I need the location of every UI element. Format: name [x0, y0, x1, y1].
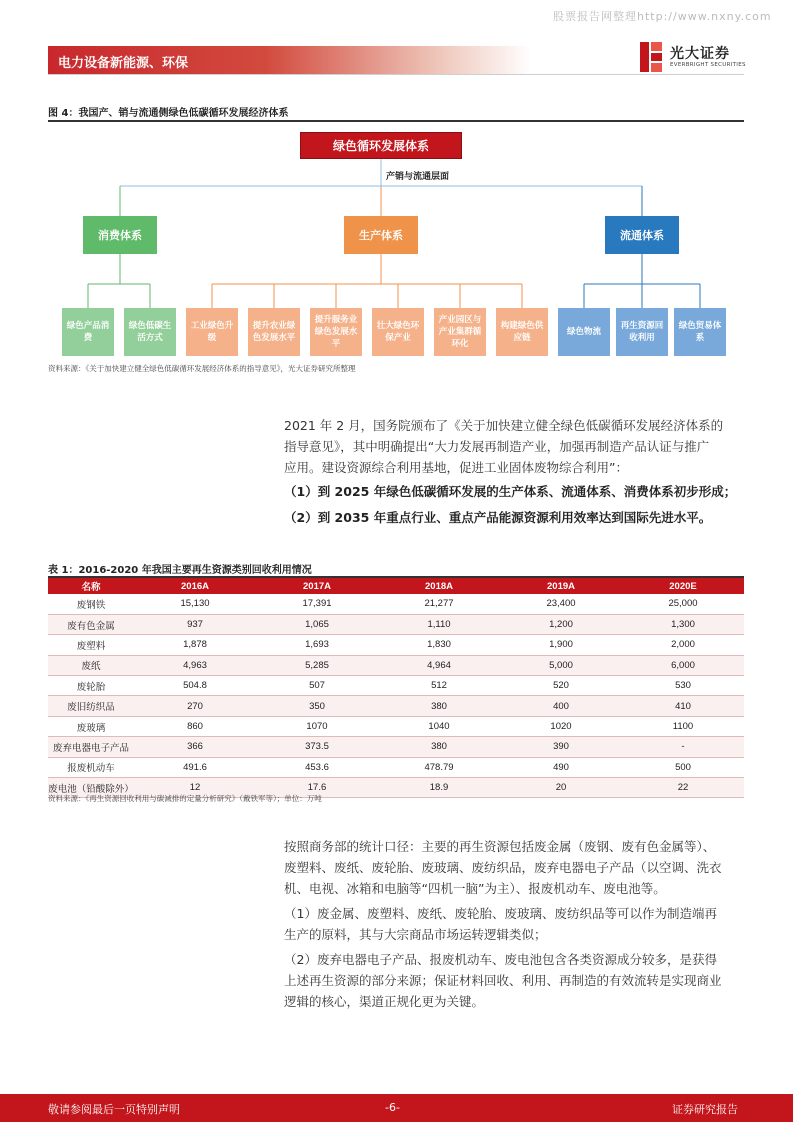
table-title: 表 1：2016-2020 年我国主要再生资源类别回收利用情况	[48, 565, 312, 576]
paragraph-line: 机、电视、冰箱和电脑等“四机一脑”为主）、报废机动车、废电池等。	[284, 881, 666, 896]
table-row	[48, 696, 744, 716]
leaf-node: 壮大绿色环保产业	[372, 308, 424, 356]
table-header: 2020E	[622, 578, 744, 594]
paragraph-line: 应用。建设资源综合利用基地，促进工业固体废物综合利用”：	[284, 460, 628, 475]
table-header: 2019A	[500, 578, 622, 594]
figure-title: 图 4：我国产、销与流通侧绿色低碳循环发展经济体系	[48, 108, 289, 119]
paragraph-line: 废塑料、废纸、废轮胎、废玻璃、废纺织品，废弃电器电子产品（以空调、洗衣	[284, 860, 722, 875]
table-cell-value: 366	[134, 737, 256, 757]
leaf-node: 绿色产品消费	[62, 308, 114, 356]
table-cell-name: 废塑料	[48, 635, 134, 655]
table-row	[48, 655, 744, 675]
table-cell-value: 860	[134, 716, 256, 736]
leaf-node: 再生资源回收利用	[616, 308, 668, 356]
paragraph-line: 指导意见》，其中明确提出“大力发展再制造产业，加强再制造产品认证与推广	[284, 439, 710, 454]
table-cell-value: 507	[256, 676, 378, 696]
table-cell-value: 22	[622, 778, 744, 798]
table-row	[48, 716, 744, 736]
table-cell-value: 453.6	[256, 757, 378, 777]
table-row	[48, 614, 744, 634]
table-cell-value: 380	[378, 696, 500, 716]
bold-point: （1）到 2025 年绿色低碳循环发展的生产体系、流通体系、消费体系初步形成；	[284, 484, 737, 499]
table-cell-value: 25,000	[622, 594, 744, 614]
table-cell-name: 废纸	[48, 655, 134, 675]
table-cell-value: 500	[622, 757, 744, 777]
section-title: 电力设备新能源、环保	[58, 56, 189, 71]
table-cell-value: 490	[500, 757, 622, 777]
table-header: 2016A	[134, 578, 256, 594]
table-source: 资料来源：《再生资源回收利用与碳减排的定量分析研究》（戴铁军等）；单位：万吨	[48, 794, 322, 803]
paragraph-line: 逻辑的核心，渠道正规化更为关键。	[284, 994, 485, 1009]
leaf-node: 构建绿色供应链	[496, 308, 548, 356]
leaf-node: 绿色物流	[558, 308, 610, 356]
table-cell-value: 512	[378, 676, 500, 696]
bold-point: （2）到 2035 年重点行业、重点产品能源资源利用效率达到国际先进水平。	[284, 510, 712, 525]
table-cell-value: 1100	[622, 716, 744, 736]
table-cell-value: 390	[500, 737, 622, 757]
flow-diagram	[48, 122, 744, 362]
table-cell-name: 废弃电器电子产品	[48, 737, 134, 757]
table-cell-name: 废旧纺织品	[48, 696, 134, 716]
group-production: 生产体系	[344, 216, 418, 254]
table-cell-value: -	[622, 737, 744, 757]
table-row	[48, 635, 744, 655]
table-cell-value: 380	[378, 737, 500, 757]
table-header: 2017A	[256, 578, 378, 594]
table-cell-name: 废玻璃	[48, 716, 134, 736]
leaf-node: 产业园区与产业集群循环化	[434, 308, 486, 356]
paragraph-line: （1）废金属、废塑料、废纸、废轮胎、废玻璃、废纺织品等可以作为制造端再	[284, 906, 717, 921]
table-row	[48, 676, 744, 696]
table-header: 2018A	[378, 578, 500, 594]
table-cell-value: 1,065	[256, 614, 378, 634]
table-cell-name: 废钢铁	[48, 594, 134, 614]
leaf-node: 提升农业绿色发展水平	[248, 308, 300, 356]
table-cell-value: 400	[500, 696, 622, 716]
table-cell-value: 530	[622, 676, 744, 696]
table-cell-value: 1,830	[378, 635, 500, 655]
paragraph-line: （2）废弃电器电子产品、报废机动车、废电池包含各类资源成分较多，是获得	[284, 952, 717, 967]
table-cell-name: 报废机动车	[48, 757, 134, 777]
table-cell-value: 478.79	[378, 757, 500, 777]
page-number: -6-	[385, 1101, 400, 1114]
paragraph-line: 生产的原料，其与大宗商品市场运转逻辑类似；	[284, 927, 547, 942]
leaf-node: 绿色贸易体系	[674, 308, 726, 356]
table-cell-value: 1,693	[256, 635, 378, 655]
table-cell-value: 1,110	[378, 614, 500, 634]
table-cell-value: 6,000	[622, 655, 744, 675]
root-node: 绿色循环发展体系	[300, 132, 462, 159]
watermark: 股票报告网整理http://www.nxny.com	[553, 10, 772, 23]
table-cell-value: 520	[500, 676, 622, 696]
table-cell-value: 20	[500, 778, 622, 798]
footer-report-type: 证券研究报告	[672, 1103, 738, 1116]
table-cell-value: 937	[134, 614, 256, 634]
table-cell-name: 废有色金属	[48, 614, 134, 634]
table-cell-value: 1,300	[622, 614, 744, 634]
table-cell-value: 15,130	[134, 594, 256, 614]
table-cell-value: 491.6	[134, 757, 256, 777]
data-table	[48, 578, 744, 798]
table-cell-value: 1020	[500, 716, 622, 736]
figure-source: 资料来源：《关于加快建立健全绿色低碳循环发展经济体系的指导意见》，光大证券研究所整理	[48, 364, 356, 373]
header-divider	[48, 74, 744, 75]
logo-text-en: EVERBRIGHT SECURITIES	[670, 62, 746, 68]
paragraph-line: 上述再生资源的部分来源；保证材料回收、利用、再制造的有效流转是实现商业	[284, 973, 722, 988]
table-cell-name: 废轮胎	[48, 676, 134, 696]
table-cell-value: 5,285	[256, 655, 378, 675]
table-cell-value: 1,878	[134, 635, 256, 655]
leaf-node: 提升服务业绿色发展水平	[310, 308, 362, 356]
leaf-node: 绿色低碳生活方式	[124, 308, 176, 356]
table-cell-value: 17.6	[256, 778, 378, 798]
table-row	[48, 737, 744, 757]
group-circulation: 流通体系	[605, 216, 679, 254]
table-cell-value: 4,963	[134, 655, 256, 675]
table-cell-value: 12	[134, 778, 256, 798]
table-cell-value: 410	[622, 696, 744, 716]
table-cell-value: 350	[256, 696, 378, 716]
logo-text-cn: 光大证券	[670, 46, 730, 62]
logo	[640, 40, 748, 74]
table-cell-value: 1,900	[500, 635, 622, 655]
edge-label: 产销与流通层面	[386, 172, 450, 182]
table-cell-value: 270	[134, 696, 256, 716]
paragraph-line: 按照商务部的统计口径：主要的再生资源包括废金属（废钢、废有色金属等）、	[284, 839, 716, 854]
table-header: 名称	[48, 578, 134, 594]
everbright-logo-icon	[640, 42, 662, 72]
table-header-row	[48, 578, 744, 594]
table-cell-value: 504.8	[134, 676, 256, 696]
footer-disclaimer: 敬请参阅最后一页特别声明	[48, 1103, 180, 1116]
group-consumption: 消费体系	[83, 216, 157, 254]
table-cell-value: 17,391	[256, 594, 378, 614]
leaf-node: 工业绿色升级	[186, 308, 238, 356]
table-cell-value: 18.9	[378, 778, 500, 798]
table-row	[48, 594, 744, 614]
paragraph-line: 2021 年 2 月，国务院颁布了《关于加快建立健全绿色低碳循环发展经济体系的	[284, 418, 724, 433]
table-cell-value: 23,400	[500, 594, 622, 614]
table-cell-value: 21,277	[378, 594, 500, 614]
table-cell-value: 5,000	[500, 655, 622, 675]
table-cell-value: 2,000	[622, 635, 744, 655]
table-cell-value: 1,200	[500, 614, 622, 634]
table-cell-name: 废电池（铅酸除外）	[48, 778, 134, 798]
table-cell-value: 1040	[378, 716, 500, 736]
table-cell-value: 373.5	[256, 737, 378, 757]
table-cell-value: 1070	[256, 716, 378, 736]
table-row	[48, 757, 744, 777]
table-cell-value: 4,964	[378, 655, 500, 675]
